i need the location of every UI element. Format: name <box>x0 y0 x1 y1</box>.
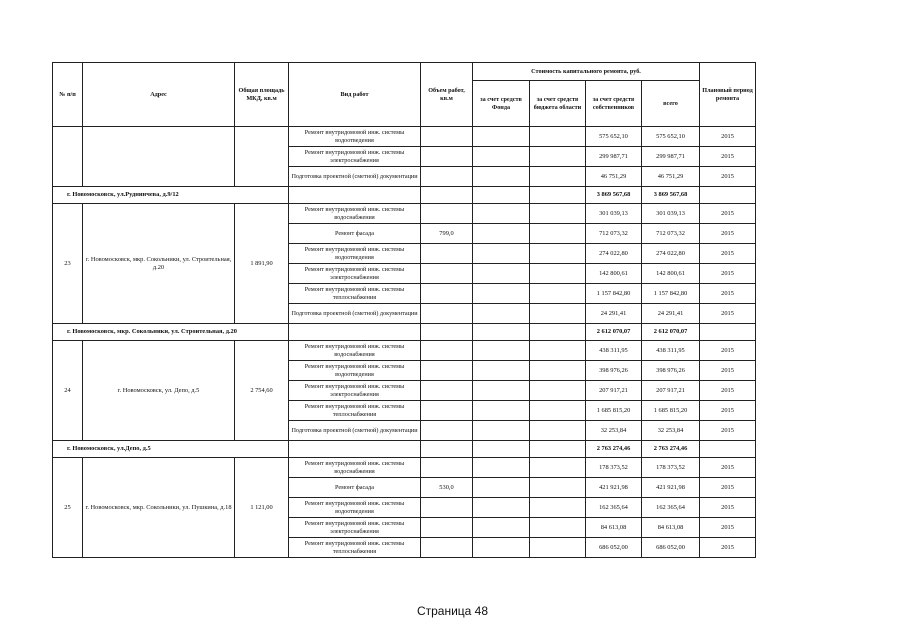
fund-cell <box>473 244 530 264</box>
work-type-cell: Ремонт внутридомовой инж. системы водоснабжения <box>289 341 421 361</box>
period-cell: 2015 <box>700 284 756 304</box>
fund-cell <box>473 167 530 187</box>
volume-cell <box>421 341 473 361</box>
period-cell: 2015 <box>700 498 756 518</box>
fund-cell <box>473 127 530 147</box>
subtotal-total: 2 612 070,07 <box>642 324 700 341</box>
work-type-cell <box>289 187 421 204</box>
regional-cell <box>530 204 586 224</box>
volume-cell <box>421 264 473 284</box>
subtotal-address: г. Новомосковск, мкр. Сокольники, ул. Строительная, д.20 <box>53 324 289 341</box>
period-cell: 2015 <box>700 304 756 324</box>
header-address: Адрес <box>83 63 235 127</box>
subtotal-row <box>53 187 756 204</box>
owners-cell: 712 073,32 <box>586 224 642 244</box>
total-cell: 712 073,32 <box>642 224 700 244</box>
header-num: № п/п <box>53 63 83 127</box>
work-type-cell <box>289 324 421 341</box>
owners-cell: 1 157 842,80 <box>586 284 642 304</box>
work-type-cell: Ремонт внутридомовой инж. системы теплоснабжения <box>289 538 421 558</box>
regional-cell <box>530 538 586 558</box>
subtotal-owners: 3 869 567,68 <box>586 187 642 204</box>
volume-cell <box>421 381 473 401</box>
period-cell: 2015 <box>700 264 756 284</box>
period-cell: 2015 <box>700 421 756 441</box>
total-cell: 162 365,64 <box>642 498 700 518</box>
work-type-cell <box>289 441 421 458</box>
total-cell: 686 052,00 <box>642 538 700 558</box>
work-type-cell: Ремонт внутридомовой инж. системы теплоснабжения <box>289 284 421 304</box>
volume-cell <box>421 401 473 421</box>
period-cell: 2015 <box>700 204 756 224</box>
total-cell: 178 373,52 <box>642 458 700 478</box>
total-cell: 84 613,08 <box>642 518 700 538</box>
fund-cell <box>473 264 530 284</box>
volume-cell <box>421 518 473 538</box>
total-cell: 1 157 842,80 <box>642 284 700 304</box>
subtotal-owners: 2 763 274,46 <box>586 441 642 458</box>
period-cell: 2015 <box>700 244 756 264</box>
regional-cell <box>530 167 586 187</box>
page-number: Страница 48 <box>416 604 489 618</box>
table-row <box>53 458 756 478</box>
period-cell <box>700 324 756 341</box>
regional-cell <box>530 324 586 341</box>
owners-cell: 438 311,95 <box>586 341 642 361</box>
fund-cell <box>473 284 530 304</box>
subtotal-row <box>53 324 756 341</box>
volume-cell <box>421 458 473 478</box>
repair-schedule-table <box>52 62 756 558</box>
regional-cell <box>530 244 586 264</box>
fund-cell <box>473 381 530 401</box>
header-period: Плановый период ремонта <box>700 63 756 127</box>
volume-cell: 799,0 <box>421 224 473 244</box>
owners-cell: 84 613,08 <box>586 518 642 538</box>
regional-cell <box>530 264 586 284</box>
total-cell: 438 311,95 <box>642 341 700 361</box>
area-cell: 2 754,60 <box>235 341 289 441</box>
work-type-cell: Ремонт внутридомовой инж. системы теплоснабжения <box>289 401 421 421</box>
work-type-cell: Ремонт внутридомовой инж. системы электроснабжения <box>289 518 421 538</box>
owners-cell: 398 976,26 <box>586 361 642 381</box>
area-cell: 1 891,90 <box>235 204 289 324</box>
work-type-cell: Подготовка проектной (сметной) документации <box>289 304 421 324</box>
regional-cell <box>530 127 586 147</box>
fund-cell <box>473 518 530 538</box>
fund-cell <box>473 478 530 498</box>
regional-cell <box>530 421 586 441</box>
volume-cell <box>421 167 473 187</box>
work-type-cell: Ремонт фасада <box>289 478 421 498</box>
total-cell: 421 921,98 <box>642 478 700 498</box>
regional-cell <box>530 147 586 167</box>
fund-cell <box>473 538 530 558</box>
header-volume: Объем работ, кв.м <box>421 63 473 127</box>
subtotal-row <box>53 441 756 458</box>
work-type-cell: Ремонт внутридомовой инж. системы водоотведения <box>289 127 421 147</box>
row-number: 25 <box>53 458 83 558</box>
volume-cell <box>421 284 473 304</box>
table-header <box>53 63 756 127</box>
volume-cell <box>421 498 473 518</box>
total-cell: 1 685 815,20 <box>642 401 700 421</box>
header-area: Общая площадь МКД, кв.м <box>235 63 289 127</box>
regional-cell <box>530 304 586 324</box>
owners-cell: 46 751,29 <box>586 167 642 187</box>
total-cell: 301 039,13 <box>642 204 700 224</box>
volume-cell <box>421 304 473 324</box>
volume-cell: 530,0 <box>421 478 473 498</box>
regional-cell <box>530 498 586 518</box>
period-cell: 2015 <box>700 381 756 401</box>
period-cell: 2015 <box>700 401 756 421</box>
total-cell: 142 800,61 <box>642 264 700 284</box>
regional-cell <box>530 381 586 401</box>
period-cell: 2015 <box>700 167 756 187</box>
volume-cell <box>421 361 473 381</box>
volume-cell <box>421 324 473 341</box>
period-cell: 2015 <box>700 478 756 498</box>
total-cell: 575 652,10 <box>642 127 700 147</box>
volume-cell <box>421 204 473 224</box>
period-cell: 2015 <box>700 224 756 244</box>
row-number: 23 <box>53 204 83 324</box>
regional-cell <box>530 187 586 204</box>
fund-cell <box>473 187 530 204</box>
period-cell: 2015 <box>700 361 756 381</box>
total-cell: 24 291,41 <box>642 304 700 324</box>
work-type-cell: Ремонт внутридомовой инж. системы электроснабжения <box>289 264 421 284</box>
address-cell: г. Новомосковск, мкр. Сокольники, ул. Строительная, д.20 <box>83 204 235 324</box>
regional-cell <box>530 341 586 361</box>
total-cell: 398 976,26 <box>642 361 700 381</box>
owners-cell: 299 987,71 <box>586 147 642 167</box>
work-type-cell: Ремонт внутридомовой инж. системы водоснабжения <box>289 458 421 478</box>
work-type-cell: Ремонт фасада <box>289 224 421 244</box>
volume-cell <box>421 244 473 264</box>
subtotal-total: 3 869 567,68 <box>642 187 700 204</box>
subtotal-address: г. Новомосковск, ул.Руднинчева, д.9/12 <box>53 187 289 204</box>
owners-cell: 32 253,84 <box>586 421 642 441</box>
owners-cell: 178 373,52 <box>586 458 642 478</box>
address-cell: г. Новомосковск, ул. Депо, д.5 <box>83 341 235 441</box>
regional-cell <box>530 401 586 421</box>
address-cell: г. Новомосковск, мкр. Сокольники, ул. Пушкина, д.18 <box>83 458 235 558</box>
volume-cell <box>421 147 473 167</box>
fund-cell <box>473 341 530 361</box>
work-type-cell: Ремонт внутридомовой инж. системы электроснабжения <box>289 147 421 167</box>
period-cell: 2015 <box>700 518 756 538</box>
volume-cell <box>421 441 473 458</box>
total-cell: 299 987,71 <box>642 147 700 167</box>
period-cell: 2015 <box>700 341 756 361</box>
work-type-cell: Подготовка проектной (сметной) документации <box>289 421 421 441</box>
fund-cell <box>473 361 530 381</box>
owners-cell: 142 800,61 <box>586 264 642 284</box>
regional-cell <box>530 284 586 304</box>
work-type-cell: Ремонт внутридомовой инж. системы водоотведения <box>289 361 421 381</box>
fund-cell <box>473 401 530 421</box>
owners-cell: 207 917,21 <box>586 381 642 401</box>
area-cell <box>235 127 289 187</box>
row-number: 24 <box>53 341 83 441</box>
total-cell: 46 751,29 <box>642 167 700 187</box>
regional-cell <box>530 224 586 244</box>
regional-cell <box>530 478 586 498</box>
work-type-cell: Ремонт внутридомовой инж. системы водоотведения <box>289 498 421 518</box>
regional-cell <box>530 458 586 478</box>
period-cell <box>700 187 756 204</box>
period-cell: 2015 <box>700 127 756 147</box>
volume-cell <box>421 538 473 558</box>
fund-cell <box>473 224 530 244</box>
total-cell: 274 022,80 <box>642 244 700 264</box>
volume-cell <box>421 187 473 204</box>
regional-cell <box>530 518 586 538</box>
owners-cell: 421 921,98 <box>586 478 642 498</box>
table-row <box>53 127 756 147</box>
table-row <box>53 341 756 361</box>
header-fund: за счет средств Фонда <box>473 81 530 127</box>
period-cell: 2015 <box>700 458 756 478</box>
regional-cell <box>530 361 586 381</box>
fund-cell <box>473 324 530 341</box>
fund-cell <box>473 498 530 518</box>
header-total: всего <box>642 81 700 127</box>
subtotal-owners: 2 612 070,07 <box>586 324 642 341</box>
owners-cell: 162 365,64 <box>586 498 642 518</box>
work-type-cell: Ремонт внутридомовой инж. системы водоснабжения <box>289 204 421 224</box>
fund-cell <box>473 204 530 224</box>
table-row <box>53 204 756 224</box>
header-work-type: Вид работ <box>289 63 421 127</box>
area-cell: 1 121,00 <box>235 458 289 558</box>
header-owners: за счет средств собственников <box>586 81 642 127</box>
table-body <box>53 127 756 558</box>
header-cost-group: Стоимость капитального ремонта, руб. <box>473 63 700 81</box>
period-cell <box>700 441 756 458</box>
total-cell: 207 917,21 <box>642 381 700 401</box>
owners-cell: 686 052,00 <box>586 538 642 558</box>
work-type-cell: Ремонт внутридомовой инж. системы водоотведения <box>289 244 421 264</box>
owners-cell: 1 685 815,20 <box>586 401 642 421</box>
period-cell: 2015 <box>700 147 756 167</box>
total-cell: 32 253,84 <box>642 421 700 441</box>
subtotal-address: г. Новомосковск, ул.Депо, д.5 <box>53 441 289 458</box>
volume-cell <box>421 421 473 441</box>
owners-cell: 274 022,80 <box>586 244 642 264</box>
row-number <box>53 127 83 187</box>
address-cell <box>83 127 235 187</box>
owners-cell: 24 291,41 <box>586 304 642 324</box>
fund-cell <box>473 421 530 441</box>
owners-cell: 575 652,10 <box>586 127 642 147</box>
subtotal-total: 2 763 274,46 <box>642 441 700 458</box>
work-type-cell: Подготовка проектной (сметной) документации <box>289 167 421 187</box>
period-cell: 2015 <box>700 538 756 558</box>
regional-cell <box>530 441 586 458</box>
header-regional: за счет средств бюджета области <box>530 81 586 127</box>
fund-cell <box>473 458 530 478</box>
fund-cell <box>473 304 530 324</box>
fund-cell <box>473 441 530 458</box>
owners-cell: 301 039,13 <box>586 204 642 224</box>
fund-cell <box>473 147 530 167</box>
volume-cell <box>421 127 473 147</box>
work-type-cell: Ремонт внутридомовой инж. системы электроснабжения <box>289 381 421 401</box>
